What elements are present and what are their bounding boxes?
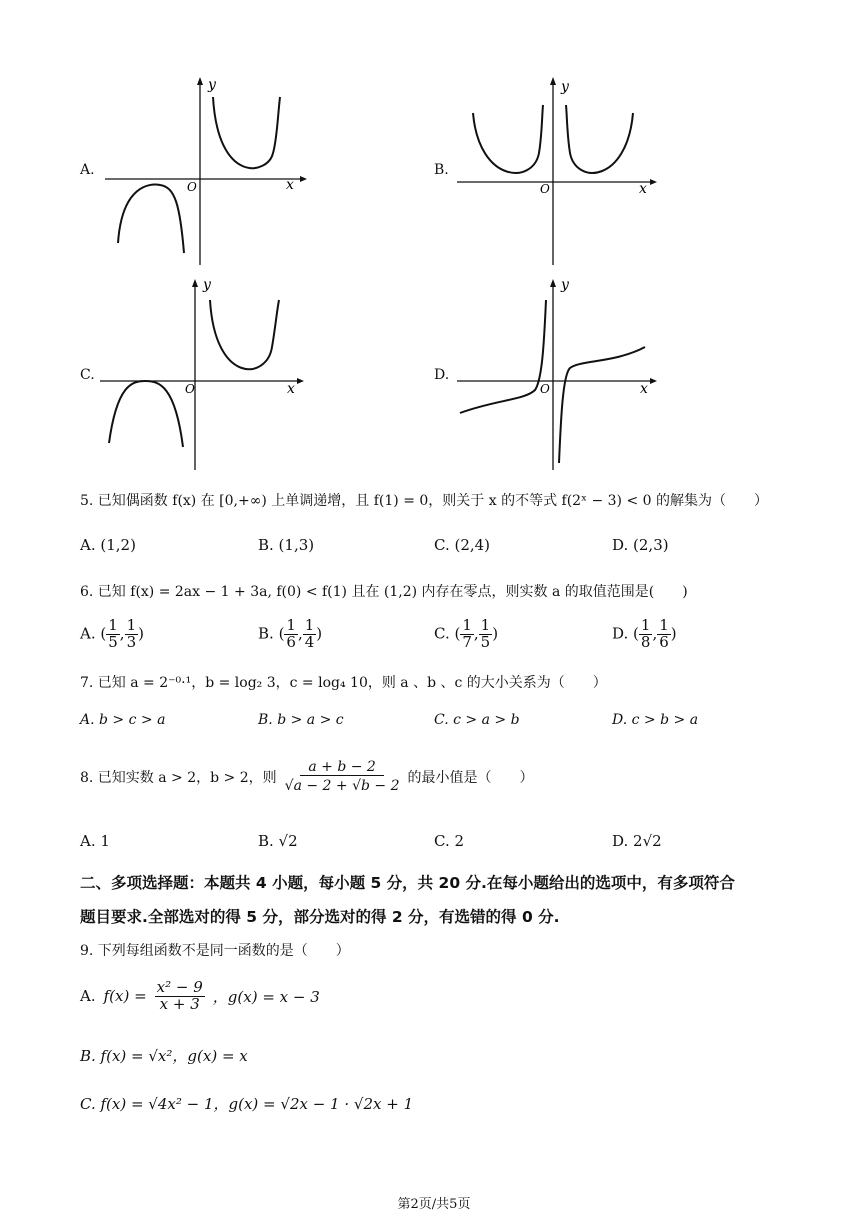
q6-option-b-label: B. <box>258 624 274 643</box>
q7-option-d: D. c > b > a <box>612 712 699 728</box>
q9-stem: 9. 下列每组函数不是同一函数的是（ ） <box>80 943 350 959</box>
q6-d-d2: 6 <box>659 632 669 651</box>
q6-a-d1: 5 <box>108 632 118 651</box>
graph-c-origin: O <box>185 382 195 396</box>
q9-option-a-g: ，g(x) = x − 3 <box>212 987 320 1006</box>
q8-stem-pre: 8. 已知实数 a > 2，b > 2，则 <box>80 769 277 786</box>
q8-option-a: A. 1 <box>80 832 110 850</box>
q5-option-c: C. (2,4) <box>434 536 491 554</box>
q5-stem: 5. 已知偶函数 f(x) 在 [0,+∞) 上单调递增，且 f(1) = 0，则关于 x 的不等式 f(2ˣ − 3) < 0 的解集为（ ） <box>80 493 769 509</box>
graph-a-label: A. <box>80 162 95 178</box>
q6-c-d2: 5 <box>480 632 491 651</box>
graph-c-label: C. <box>80 367 95 383</box>
q6-option-a-label: A. <box>80 624 96 643</box>
graph-d <box>455 275 665 473</box>
q6-d-n2: 1 <box>659 616 669 634</box>
q6-c-d1: 7 <box>462 632 472 651</box>
q8-stem <box>80 760 534 793</box>
graph-a-origin: O <box>187 180 197 194</box>
q9-option-a-num: x² − 9 <box>156 978 203 996</box>
q8-option-d: D. 2√2 <box>612 832 662 850</box>
graph-b-ylabel: y <box>561 79 569 95</box>
graph-a <box>100 75 310 270</box>
q8-option-b: B. √2 <box>258 832 298 850</box>
q6-a-d2: 3 <box>126 632 137 651</box>
q5-option-b: B. (1,3) <box>258 536 315 554</box>
q6-option-d-label: D. <box>612 624 629 643</box>
q7-stem: 7. 已知 a = 2⁻⁰·¹，b = log₂ 3，c = log₄ 10，则 a 、b 、c 的大小关系为（ ） <box>80 675 607 691</box>
q5-option-a: A. (1,2) <box>80 536 136 554</box>
q9-option-c: C. f(x) = √4x² − 1，g(x) = √2x − 1 · √2x + 1 <box>80 1095 414 1113</box>
q9-option-a <box>80 980 320 1013</box>
q6-stem: 6. 已知 f(x) = 2ax − 1 + 3a, f(0) < f(1) 且在 (1,2) 内存在零点，则实数 a 的取值范围是( ) <box>80 584 688 600</box>
q6-d-d1: 8 <box>640 632 651 651</box>
graph-d-label: D. <box>434 367 450 383</box>
q6-d-n1: 1 <box>640 616 651 634</box>
q6-b-d1: 6 <box>286 632 296 651</box>
q9-option-b: B. f(x) = √x²，g(x) = x <box>80 1047 248 1065</box>
q7-option-b: B. b > a > c <box>258 712 344 728</box>
graph-c <box>97 275 312 473</box>
q6-b-n2: 1 <box>304 616 315 634</box>
q8-option-c: C. 2 <box>434 832 465 850</box>
q8-stem-post: 的最小值是（ ） <box>407 769 534 786</box>
q6-c-n2: 1 <box>480 616 491 634</box>
q6-option-d: D. ( $\frac{1}{8}$ , $\frac{1}{6}$ ) <box>612 616 677 651</box>
q6-option-a: A. ( $\frac{1}{5}$ , $\frac{1}{3}$ ) <box>80 616 144 651</box>
q6-option-b: B. ( $\frac{1}{6}$ , $\frac{1}{4}$ ) <box>258 616 323 651</box>
q6-c-n1: 1 <box>462 616 472 634</box>
q9-option-a-den: x + 3 <box>159 994 200 1013</box>
section2-heading-line2: 题目要求.全部选对的得 5 分，部分选对的得 2 分，有选错的得 0 分. <box>80 908 560 926</box>
q5-option-d: D. (2,3) <box>612 536 669 554</box>
q7-option-c: C. c > a > b <box>434 712 520 728</box>
graph-d-xlabel: x <box>640 381 648 397</box>
q6-a-n1: 1 <box>108 616 118 634</box>
q9-option-a-fraction <box>155 980 205 1013</box>
graph-d-origin: O <box>540 382 550 396</box>
graph-a-xlabel: x <box>286 177 294 193</box>
q6-a-n2: 1 <box>126 616 137 634</box>
graph-c-xlabel: x <box>287 381 295 397</box>
graph-a-ylabel: y <box>208 77 216 93</box>
q7-option-a: A. b > c > a <box>80 712 166 728</box>
q8-fraction <box>283 760 402 793</box>
q8-frac-den: √a − 2 + √b − 2 <box>284 777 400 794</box>
q8-frac-num: a + b − 2 <box>300 760 383 776</box>
graph-d-ylabel: y <box>561 277 569 293</box>
graph-b <box>455 75 665 270</box>
q6-option-c-label: C. <box>434 624 450 643</box>
q9-option-a-f: f(x) = <box>103 987 147 1006</box>
graph-c-ylabel: y <box>203 277 211 293</box>
page-footer: 第2页/共5页 <box>397 1197 471 1212</box>
graph-b-label: B. <box>434 162 449 178</box>
section2-heading-line1: 二、多项选择题：本题共 4 小题，每小题 5 分，共 20 分.在每小题给出的选项中，有多项符合 <box>80 874 735 892</box>
graph-b-origin: O <box>540 182 550 196</box>
q6-b-n1: 1 <box>286 616 296 634</box>
q6-b-d2: 4 <box>304 632 315 651</box>
q9-option-a-label: A. <box>80 987 96 1006</box>
graph-b-xlabel: x <box>639 181 647 197</box>
q6-option-c: C. ( $\frac{1}{7}$ , $\frac{1}{5}$ ) <box>434 616 499 651</box>
